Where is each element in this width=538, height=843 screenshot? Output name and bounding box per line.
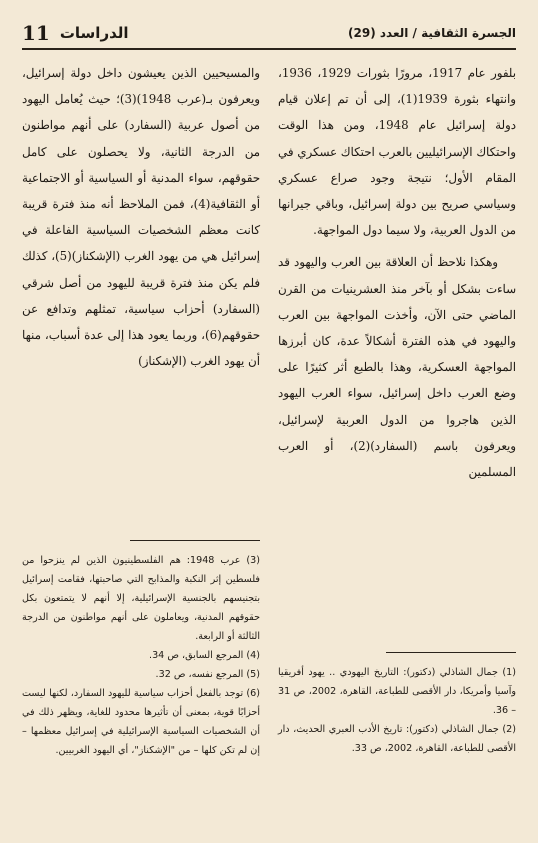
footnotes-left xyxy=(22,540,260,760)
journal-issue: الجسرة الثقافية / العدد (29) xyxy=(348,26,516,40)
right-paragraph-1: بلفور عام 1917، مرورًا بثورات 1929، 1936، وانتهاء بثورة 1939(1)، إلى أن تم إعلان قيام دولة إسرائيل عام 1948، ومن هذا الوقت واحتكاك الإسرائيليين بالعرب احتكاك عسكري في المقام الأول؛ نتيجة وجود صراع عسكري وسياسي صريح بين دولة إسرائيل، وباقي جيرانها من الدول العربية، ولا سيما دول المواجهة. xyxy=(278,66,516,238)
right-column xyxy=(278,60,516,485)
page-number: 11 xyxy=(22,21,50,45)
footnote-6: (6) توجد بالفعل أحزاب سياسية لليهود السفارد، لكنها ليست أحزابًا قوية، بمعنى أن تأثيرها محدود للغاية، ويظهر ذلك في أن الشخصيات السياسية الإسرائيلية في إسرائيل معظمها – إن لم تكن كلها – من "الإشكناز"، أي اليهود الغربيين. xyxy=(22,688,260,756)
footnotes-right xyxy=(278,652,516,758)
footnote-2: (2) جمال الشاذلي (دكتور): تاريخ الأدب العبري الحديث، دار الأقصى للطباعة، القاهرة، 2002، ص 33. xyxy=(278,724,516,754)
footnote-3: (3) عرب 1948: هم الفلسطينيون الذين لم ينزحوا من فلسطين إثر النكبة والمذابح التي صاحبتها، فقامت إسرائيل بتجنيسهم بالجنسية الإسرائيلية، إلا أنهم لا يتمتعون بكل حقوقهم المدنية، ويعاملون على أنهم مواطنون من الدرجة الثالثة أو الرابعة. xyxy=(22,555,260,642)
left-column xyxy=(22,60,260,374)
footnote-5: (5) المرجع نفسه، ص 32. xyxy=(155,669,260,680)
footnote-4: (4) المرجع السابق، ص 34. xyxy=(149,650,260,661)
right-paragraph-2: وهكذا نلاحظ أن العلاقة بين العرب واليهود قد ساءت بشكل أو بآخر منذ العشرينيات من القرن الماضي حتى الآن، وأخذت المواجهة بين العرب واليهود في هذه الفترة أشكالاً عدة، كان أبرزها المواجهة العسكرية، وهذا بالطبع أثر كثيرًا على وضع العرب داخل إسرائيل، سواء العرب اليهود الذين هاجروا من الدول العربية لإسرائيل، ويعرفون باسم (السفارد)(2)، أو العرب المسلمين xyxy=(278,255,517,480)
footnote-1: (1) جمال الشاذلي (دكتور): التاريخ اليهودي .. يهود أفريقيا وآسيا وأمريكا، دار الأقصى للطباعة، القاهرة، 2002، ص 31 – 36. xyxy=(278,667,516,716)
left-paragraph-1: والمسيحيين الذين يعيشون داخل دولة إسرائيل، ويعرفون بـ(عرب 1948)(3)؛ حيث يُعامل اليهود من أصول عربية (السفارد) على أنهم مواطنون من الدرجة الثانية، ولا يحصلون على كامل حقوقهم، سواء المدنية أو السياسية أو الاجتماعية أو الثقافية(4)، فمن الملاحظ أنه منذ فترة قريبة كانت معظم الشخصيات السياسية الفاعلة في إسرائيل هي من يهود الغرب (الإشكناز)(5)، كذلك فلم يكن منذ فترة قريبة لليهود من أصل شرقي (السفارد) أحزاب سياسية، تمثلهم وتدافع عن حقوقهم(6)، وربما يعود هذا إلى عدة أسباب، منها أن يهود الغرب (الإشكناز) xyxy=(22,66,261,369)
section-title: الدراسات xyxy=(59,24,129,42)
header-left xyxy=(22,21,129,45)
page-header xyxy=(22,18,516,50)
